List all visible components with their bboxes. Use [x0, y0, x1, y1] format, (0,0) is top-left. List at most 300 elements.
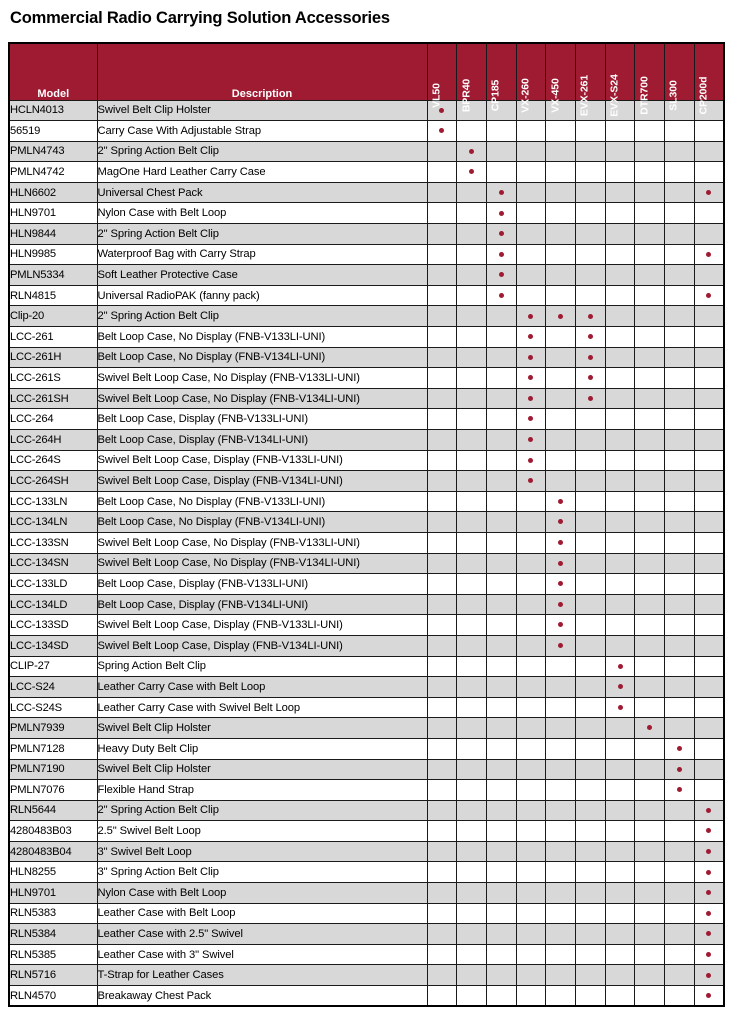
cell-compat-vx-260 [516, 409, 546, 430]
cell-compat-sl300 [665, 265, 695, 286]
cell-compat-cp185 [486, 821, 516, 842]
cell-compat-dtr700 [635, 224, 665, 245]
cell-compat-evx-261 [575, 306, 605, 327]
compatibility-dot-icon [588, 375, 593, 380]
cell-compat-dtr700 [635, 883, 665, 904]
cell-compat-vl50 [427, 430, 457, 451]
cell-description: Swivel Belt Clip Holster [97, 759, 427, 780]
cell-compat-bpr40 [457, 553, 487, 574]
cell-compat-sl300 [665, 677, 695, 698]
cell-compat-dtr700 [635, 986, 665, 1007]
cell-description: Belt Loop Case, No Display (FNB-V133LI-UNI) [97, 491, 427, 512]
cell-compat-cp185 [486, 368, 516, 389]
cell-compat-evx-s24 [605, 121, 635, 142]
cell-compat-dtr700 [635, 903, 665, 924]
cell-compat-bpr40 [457, 594, 487, 615]
cell-compat-cp200d [694, 944, 724, 965]
table-row [9, 574, 724, 595]
cell-description: Swivel Belt Loop Case, No Display (FNB-V133LI-UNI) [97, 368, 427, 389]
table-row [9, 965, 724, 986]
cell-compat-evx-261 [575, 697, 605, 718]
cell-description: Leather Case with 2.5" Swivel [97, 924, 427, 945]
cell-compat-sl300 [665, 738, 695, 759]
cell-compat-vl50 [427, 244, 457, 265]
cell-compat-bpr40 [457, 182, 487, 203]
cell-compat-vx-450 [546, 574, 576, 595]
table-row [9, 121, 724, 142]
cell-compat-cp185 [486, 203, 516, 224]
compatibility-dot-icon [528, 416, 533, 421]
cell-model: PMLN7076 [9, 780, 97, 801]
cell-model: HLN9701 [9, 203, 97, 224]
cell-compat-vl50 [427, 203, 457, 224]
cell-compat-cp200d [694, 224, 724, 245]
cell-compat-vx-450 [546, 862, 576, 883]
cell-compat-cp185 [486, 903, 516, 924]
cell-compat-evx-s24 [605, 347, 635, 368]
cell-compat-cp185 [486, 615, 516, 636]
table-row [9, 594, 724, 615]
table-row [9, 430, 724, 451]
cell-compat-dtr700 [635, 265, 665, 286]
compatibility-dot-icon [558, 540, 563, 545]
cell-model: LCC-134LN [9, 512, 97, 533]
cell-description: 2" Spring Action Belt Clip [97, 141, 427, 162]
cell-compat-bpr40 [457, 285, 487, 306]
cell-compat-vl50 [427, 182, 457, 203]
cell-description: 2.5" Swivel Belt Loop [97, 821, 427, 842]
cell-compat-bpr40 [457, 327, 487, 348]
cell-compat-vx-450 [546, 450, 576, 471]
cell-description: Swivel Belt Loop Case, No Display (FNB-V134LI-UNI) [97, 553, 427, 574]
cell-compat-sl300 [665, 615, 695, 636]
cell-compat-vl50 [427, 471, 457, 492]
cell-compat-vx-260 [516, 738, 546, 759]
column-header-radio-dtr700 [635, 43, 665, 115]
cell-model: HLN8255 [9, 862, 97, 883]
cell-compat-cp200d [694, 718, 724, 739]
cell-compat-vx-450 [546, 471, 576, 492]
accessories-compatibility-table [8, 42, 725, 1007]
cell-description: Leather Carry Case with Swivel Belt Loop [97, 697, 427, 718]
cell-compat-evx-s24 [605, 718, 635, 739]
cell-model: RLN4815 [9, 285, 97, 306]
cell-compat-evx-s24 [605, 182, 635, 203]
cell-compat-cp185 [486, 759, 516, 780]
table-row [9, 347, 724, 368]
cell-compat-vx-260 [516, 800, 546, 821]
cell-compat-vx-450 [546, 924, 576, 945]
cell-compat-evx-261 [575, 388, 605, 409]
cell-compat-sl300 [665, 306, 695, 327]
table-row [9, 759, 724, 780]
cell-compat-dtr700 [635, 306, 665, 327]
cell-compat-dtr700 [635, 780, 665, 801]
compatibility-dot-icon [558, 561, 563, 566]
cell-compat-vx-450 [546, 656, 576, 677]
cell-compat-sl300 [665, 862, 695, 883]
cell-compat-sl300 [665, 594, 695, 615]
cell-compat-evx-261 [575, 430, 605, 451]
compatibility-dot-icon [499, 293, 504, 298]
cell-compat-vl50 [427, 594, 457, 615]
column-header-radio-bpr40 [457, 43, 487, 113]
cell-compat-vl50 [427, 327, 457, 348]
cell-compat-dtr700 [635, 450, 665, 471]
cell-compat-cp200d [694, 841, 724, 862]
cell-compat-vl50 [427, 574, 457, 595]
cell-compat-cp185 [486, 574, 516, 595]
cell-compat-sl300 [665, 491, 695, 512]
column-header-radio-vx-260 [516, 43, 546, 113]
cell-compat-cp185 [486, 635, 516, 656]
cell-compat-cp200d [694, 635, 724, 656]
cell-compat-vx-260 [516, 450, 546, 471]
cell-compat-cp200d [694, 594, 724, 615]
cell-compat-sl300 [665, 409, 695, 430]
cell-compat-cp200d [694, 450, 724, 471]
cell-compat-evx-261 [575, 965, 605, 986]
cell-compat-cp185 [486, 677, 516, 698]
compatibility-dot-icon [647, 725, 652, 730]
cell-compat-dtr700 [635, 409, 665, 430]
cell-compat-cp185 [486, 430, 516, 451]
cell-model: LCC-134SD [9, 635, 97, 656]
cell-compat-vx-450 [546, 615, 576, 636]
cell-compat-dtr700 [635, 594, 665, 615]
compatibility-dot-icon [706, 293, 711, 298]
cell-compat-evx-s24 [605, 594, 635, 615]
cell-description: Universal Chest Pack [97, 182, 427, 203]
cell-compat-bpr40 [457, 924, 487, 945]
cell-compat-cp200d [694, 986, 724, 1007]
cell-compat-dtr700 [635, 491, 665, 512]
cell-compat-cp200d [694, 306, 724, 327]
cell-compat-vx-450 [546, 306, 576, 327]
cell-compat-bpr40 [457, 430, 487, 451]
cell-compat-vl50 [427, 924, 457, 945]
cell-compat-cp185 [486, 780, 516, 801]
cell-compat-evx-261 [575, 594, 605, 615]
cell-compat-vx-260 [516, 883, 546, 904]
cell-compat-evx-s24 [605, 162, 635, 183]
cell-model: LCC-261 [9, 327, 97, 348]
cell-compat-evx-s24 [605, 532, 635, 553]
cell-compat-vx-450 [546, 780, 576, 801]
cell-compat-vl50 [427, 841, 457, 862]
cell-compat-dtr700 [635, 615, 665, 636]
column-header-label: VL50 [430, 83, 443, 108]
table-row [9, 986, 724, 1007]
cell-description: Leather Case with Belt Loop [97, 903, 427, 924]
cell-model: LCC-261H [9, 347, 97, 368]
cell-compat-cp185 [486, 285, 516, 306]
cell-model: HLN6602 [9, 182, 97, 203]
cell-compat-cp185 [486, 491, 516, 512]
cell-compat-vx-450 [546, 430, 576, 451]
cell-compat-vl50 [427, 718, 457, 739]
cell-compat-vx-260 [516, 821, 546, 842]
column-header-label: EVX-S24 [608, 74, 621, 117]
cell-compat-cp185 [486, 162, 516, 183]
cell-compat-vx-260 [516, 677, 546, 698]
cell-compat-vl50 [427, 532, 457, 553]
cell-compat-bpr40 [457, 368, 487, 389]
cell-model: PMLN4743 [9, 141, 97, 162]
cell-compat-vl50 [427, 862, 457, 883]
cell-compat-vl50 [427, 409, 457, 430]
cell-compat-vx-450 [546, 162, 576, 183]
cell-compat-bpr40 [457, 306, 487, 327]
cell-model: RLN5385 [9, 944, 97, 965]
cell-description: Swivel Belt Loop Case, Display (FNB-V133LI-UNI) [97, 450, 427, 471]
cell-compat-cp200d [694, 368, 724, 389]
cell-description: Belt Loop Case, Display (FNB-V133LI-UNI) [97, 574, 427, 595]
cell-compat-bpr40 [457, 738, 487, 759]
cell-compat-vx-260 [516, 388, 546, 409]
compatibility-dot-icon [469, 149, 474, 154]
cell-compat-cp200d [694, 656, 724, 677]
table-row [9, 697, 724, 718]
cell-compat-cp200d [694, 121, 724, 142]
cell-compat-vl50 [427, 800, 457, 821]
compatibility-dot-icon [588, 314, 593, 319]
cell-compat-vl50 [427, 738, 457, 759]
cell-compat-evx-261 [575, 450, 605, 471]
cell-compat-cp185 [486, 553, 516, 574]
cell-compat-dtr700 [635, 718, 665, 739]
page-title: Commercial Radio Carrying Solution Accessories [10, 9, 390, 27]
cell-compat-evx-s24 [605, 986, 635, 1007]
cell-compat-bpr40 [457, 862, 487, 883]
cell-compat-sl300 [665, 532, 695, 553]
cell-compat-dtr700 [635, 800, 665, 821]
cell-compat-vx-260 [516, 285, 546, 306]
cell-compat-cp200d [694, 182, 724, 203]
cell-compat-evx-s24 [605, 265, 635, 286]
table-row [9, 944, 724, 965]
cell-compat-vx-260 [516, 265, 546, 286]
cell-compat-bpr40 [457, 944, 487, 965]
cell-compat-vl50 [427, 821, 457, 842]
cell-compat-dtr700 [635, 924, 665, 945]
cell-model: LCC-264H [9, 430, 97, 451]
cell-compat-cp200d [694, 244, 724, 265]
cell-compat-evx-s24 [605, 615, 635, 636]
cell-compat-vx-450 [546, 409, 576, 430]
cell-compat-cp185 [486, 697, 516, 718]
cell-compat-vx-450 [546, 141, 576, 162]
cell-compat-vl50 [427, 347, 457, 368]
cell-compat-cp200d [694, 430, 724, 451]
cell-compat-evx-261 [575, 182, 605, 203]
column-header-radio-sl300 [665, 43, 695, 111]
cell-compat-sl300 [665, 471, 695, 492]
cell-compat-cp185 [486, 512, 516, 533]
cell-compat-vx-450 [546, 944, 576, 965]
cell-compat-cp185 [486, 800, 516, 821]
table-row [9, 800, 724, 821]
cell-compat-cp200d [694, 903, 724, 924]
cell-description: Belt Loop Case, Display (FNB-V133LI-UNI) [97, 409, 427, 430]
cell-compat-cp185 [486, 883, 516, 904]
cell-compat-cp185 [486, 182, 516, 203]
column-header-model: Model [9, 43, 97, 100]
cell-model: HLN9701 [9, 883, 97, 904]
cell-compat-cp185 [486, 388, 516, 409]
cell-compat-vx-450 [546, 594, 576, 615]
table-row [9, 821, 724, 842]
cell-compat-evx-261 [575, 532, 605, 553]
cell-description: Swivel Belt Loop Case, No Display (FNB-V133LI-UNI) [97, 532, 427, 553]
cell-compat-evx-261 [575, 903, 605, 924]
cell-compat-evx-s24 [605, 471, 635, 492]
cell-compat-vl50 [427, 141, 457, 162]
cell-model: RLN4570 [9, 986, 97, 1007]
compatibility-dot-icon [528, 314, 533, 319]
cell-compat-vx-260 [516, 656, 546, 677]
cell-compat-vx-260 [516, 944, 546, 965]
cell-description: T-Strap for Leather Cases [97, 965, 427, 986]
cell-compat-bpr40 [457, 965, 487, 986]
cell-compat-dtr700 [635, 285, 665, 306]
table-row [9, 224, 724, 245]
cell-compat-evx-261 [575, 862, 605, 883]
cell-compat-vx-260 [516, 430, 546, 451]
table-row [9, 450, 724, 471]
cell-model: LCC-261S [9, 368, 97, 389]
cell-compat-evx-s24 [605, 388, 635, 409]
cell-compat-bpr40 [457, 883, 487, 904]
column-header-radio-cp185 [486, 43, 516, 112]
cell-compat-evx-261 [575, 780, 605, 801]
table-row [9, 182, 724, 203]
cell-compat-vl50 [427, 656, 457, 677]
cell-compat-dtr700 [635, 430, 665, 451]
cell-compat-dtr700 [635, 512, 665, 533]
cell-compat-dtr700 [635, 182, 665, 203]
cell-compat-bpr40 [457, 821, 487, 842]
cell-compat-cp200d [694, 347, 724, 368]
cell-compat-cp200d [694, 491, 724, 512]
cell-compat-evx-s24 [605, 883, 635, 904]
cell-description: 2" Spring Action Belt Clip [97, 306, 427, 327]
cell-compat-bpr40 [457, 677, 487, 698]
cell-compat-sl300 [665, 780, 695, 801]
cell-compat-cp185 [486, 306, 516, 327]
cell-compat-sl300 [665, 203, 695, 224]
cell-compat-vx-260 [516, 903, 546, 924]
cell-compat-sl300 [665, 965, 695, 986]
table-row [9, 883, 724, 904]
cell-compat-cp200d [694, 800, 724, 821]
cell-compat-vx-260 [516, 471, 546, 492]
cell-compat-bpr40 [457, 656, 487, 677]
cell-compat-sl300 [665, 121, 695, 142]
cell-compat-vl50 [427, 903, 457, 924]
cell-compat-vx-260 [516, 532, 546, 553]
compatibility-dot-icon [499, 231, 504, 236]
cell-description: MagOne Hard Leather Carry Case [97, 162, 427, 183]
cell-compat-vx-450 [546, 738, 576, 759]
cell-compat-vx-260 [516, 203, 546, 224]
cell-compat-cp200d [694, 471, 724, 492]
cell-description: Nylon Case with Belt Loop [97, 883, 427, 904]
cell-compat-vx-450 [546, 986, 576, 1007]
cell-compat-cp200d [694, 697, 724, 718]
cell-compat-bpr40 [457, 471, 487, 492]
cell-compat-evx-s24 [605, 697, 635, 718]
cell-description: Spring Action Belt Clip [97, 656, 427, 677]
cell-model: PMLN5334 [9, 265, 97, 286]
cell-compat-sl300 [665, 285, 695, 306]
cell-compat-dtr700 [635, 347, 665, 368]
cell-compat-evx-261 [575, 224, 605, 245]
cell-model: PMLN7128 [9, 738, 97, 759]
cell-compat-vx-450 [546, 368, 576, 389]
cell-compat-cp200d [694, 388, 724, 409]
cell-description: Belt Loop Case, Display (FNB-V134LI-UNI) [97, 430, 427, 451]
cell-compat-dtr700 [635, 635, 665, 656]
cell-compat-cp200d [694, 203, 724, 224]
cell-description: Leather Case with 3" Swivel [97, 944, 427, 965]
cell-compat-vx-450 [546, 244, 576, 265]
cell-model: HCLN4013 [9, 100, 97, 121]
cell-compat-cp200d [694, 285, 724, 306]
cell-description: Belt Loop Case, No Display (FNB-V133LI-UNI) [97, 327, 427, 348]
cell-compat-vx-260 [516, 121, 546, 142]
compatibility-dot-icon [469, 169, 474, 174]
cell-compat-cp185 [486, 986, 516, 1007]
cell-compat-bpr40 [457, 512, 487, 533]
cell-compat-sl300 [665, 574, 695, 595]
cell-model: HLN9844 [9, 224, 97, 245]
table-row [9, 862, 724, 883]
cell-compat-sl300 [665, 759, 695, 780]
cell-compat-cp185 [486, 327, 516, 348]
cell-compat-cp200d [694, 738, 724, 759]
cell-compat-vx-260 [516, 718, 546, 739]
cell-compat-bpr40 [457, 759, 487, 780]
cell-compat-vx-450 [546, 800, 576, 821]
cell-compat-evx-s24 [605, 574, 635, 595]
cell-compat-bpr40 [457, 615, 487, 636]
cell-compat-bpr40 [457, 841, 487, 862]
cell-compat-vx-450 [546, 718, 576, 739]
cell-compat-dtr700 [635, 121, 665, 142]
cell-compat-vl50 [427, 285, 457, 306]
cell-compat-evx-261 [575, 265, 605, 286]
table-row [9, 512, 724, 533]
cell-compat-evx-s24 [605, 965, 635, 986]
cell-compat-cp200d [694, 615, 724, 636]
column-header-description: Description [97, 43, 427, 100]
cell-compat-bpr40 [457, 532, 487, 553]
cell-compat-cp200d [694, 141, 724, 162]
cell-compat-sl300 [665, 388, 695, 409]
cell-compat-evx-s24 [605, 553, 635, 574]
cell-description: Universal RadioPAK (fanny pack) [97, 285, 427, 306]
cell-description: Flexible Hand Strap [97, 780, 427, 801]
table-row [9, 656, 724, 677]
cell-compat-evx-s24 [605, 450, 635, 471]
cell-model: RLN5716 [9, 965, 97, 986]
compatibility-dot-icon [706, 973, 711, 978]
cell-compat-evx-s24 [605, 635, 635, 656]
cell-compat-vl50 [427, 265, 457, 286]
cell-compat-evx-261 [575, 635, 605, 656]
cell-description: Swivel Belt Loop Case, Display (FNB-V133LI-UNI) [97, 615, 427, 636]
